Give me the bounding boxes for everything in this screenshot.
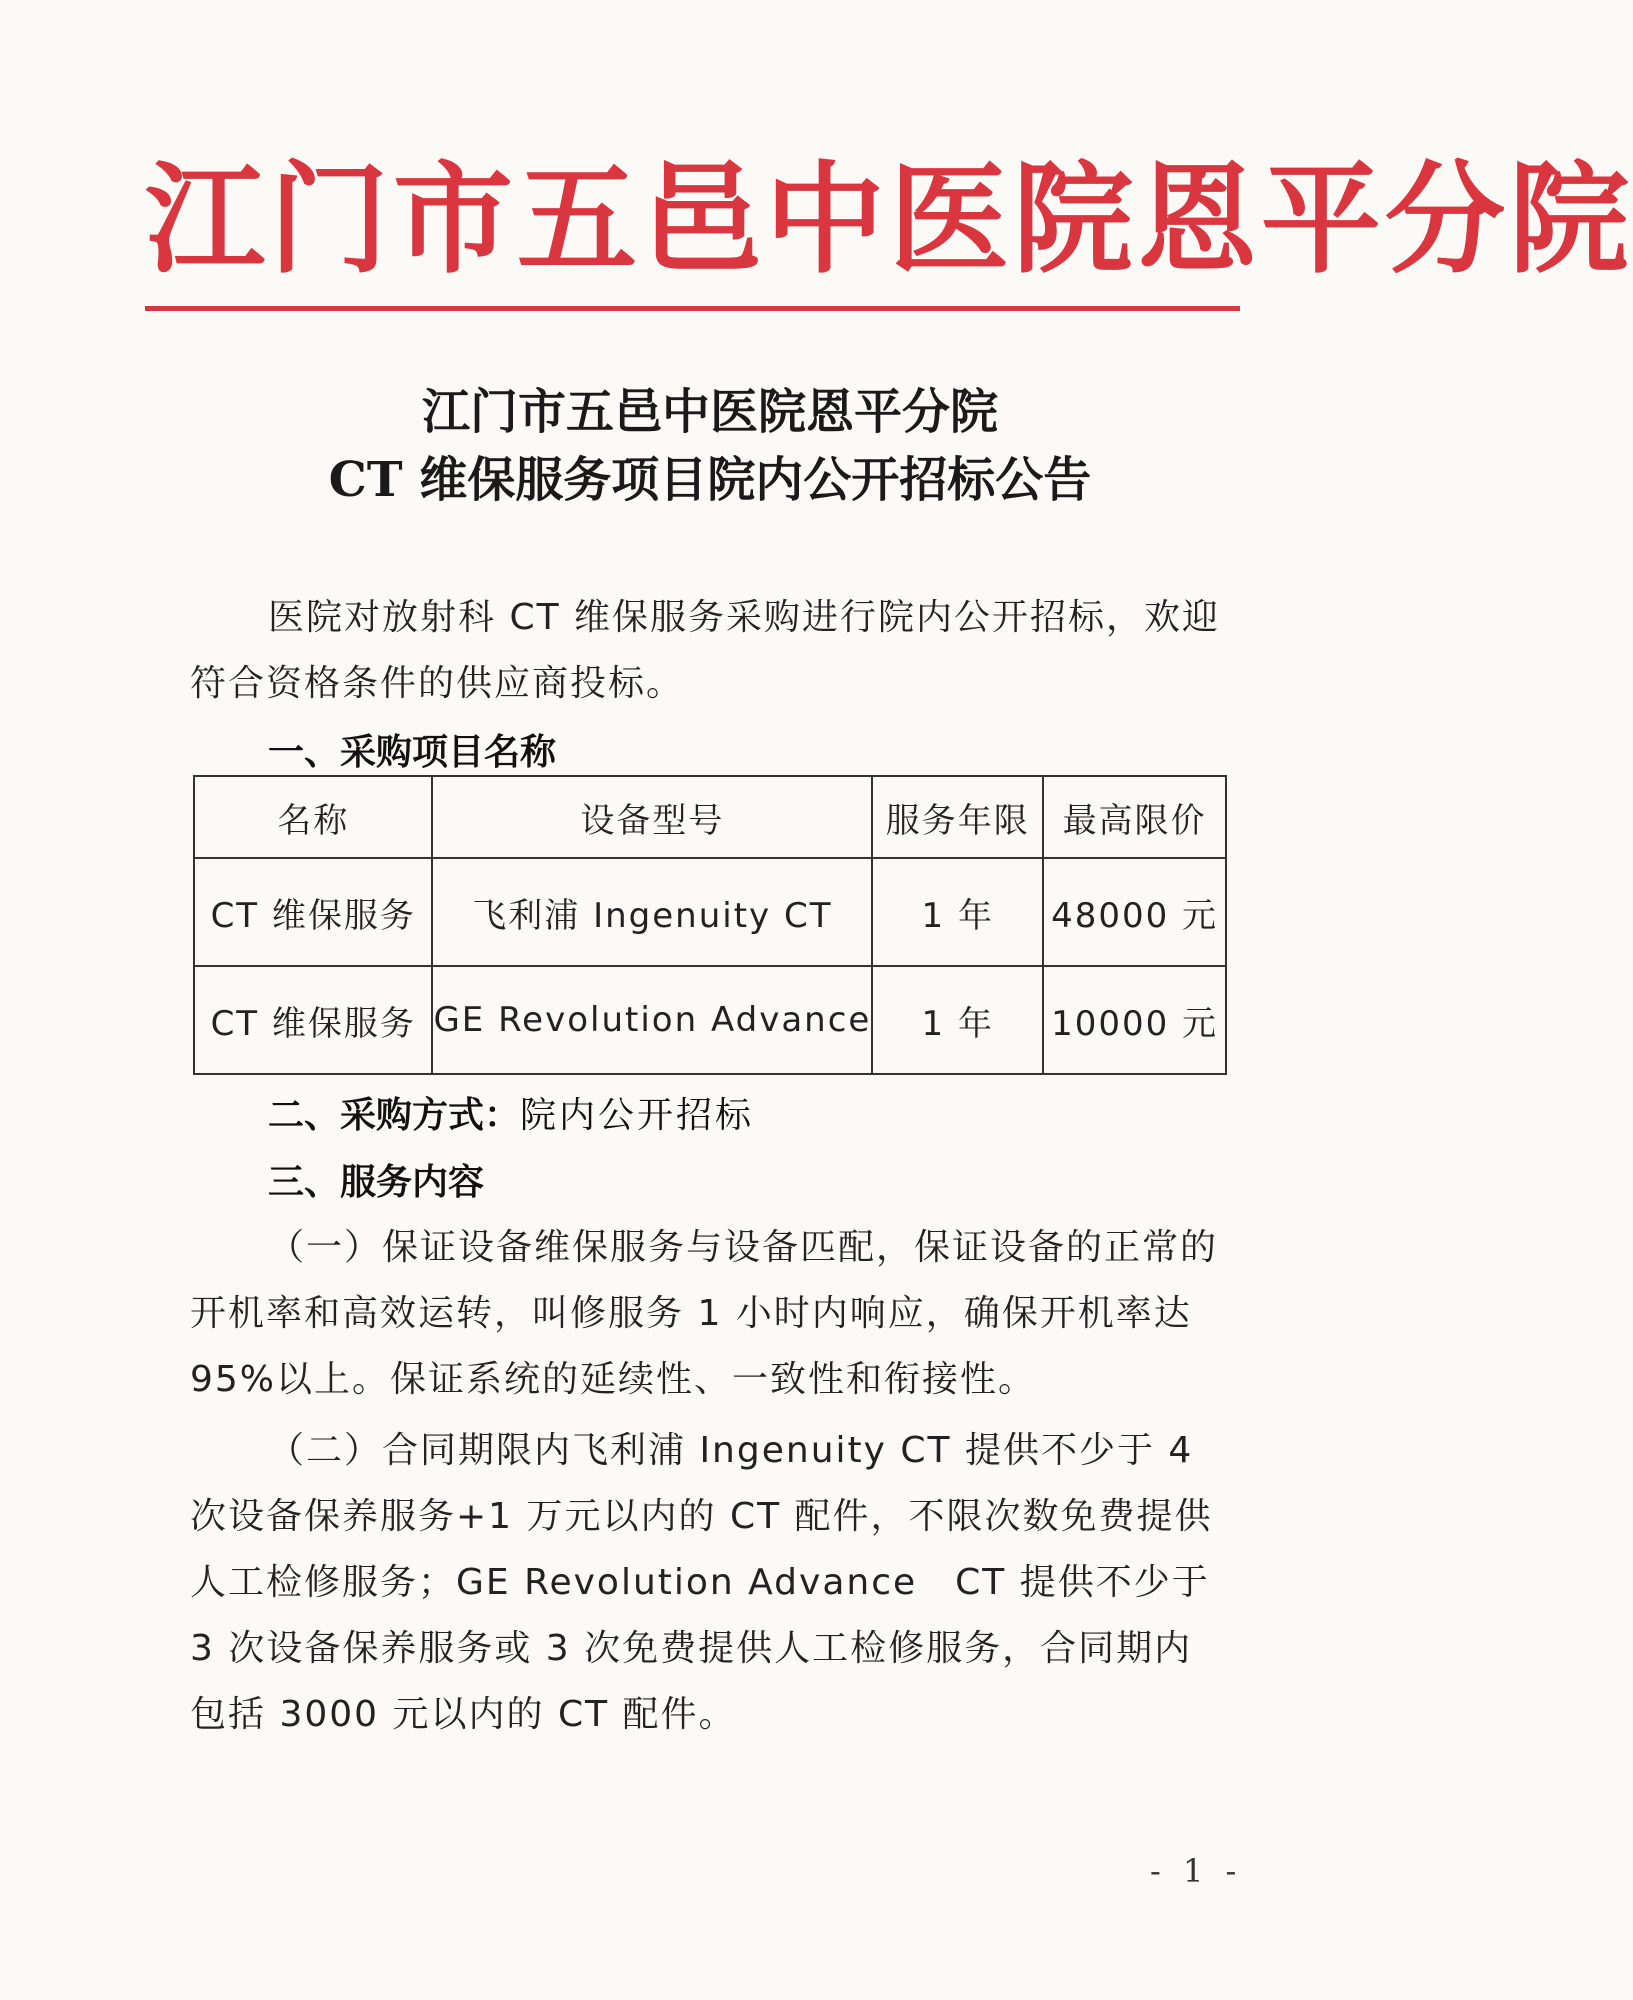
section2-line [268, 1088, 754, 1144]
table-header-cell: 服务年限 [872, 776, 1043, 858]
intro-paragraph: 医院对放射科 CT 维保服务采购进行院内公开招标，欢迎符合资格条件的供应商投标。 [190, 597, 1221, 704]
table-cell: 1 年 [872, 858, 1043, 966]
section3-paragraph1: （一）保证设备维保服务与设备匹配，保证设备的正常的开机率和高效运转，叫修服务 1 小时内响应，确保开机率达 95%以上。保证系统的延续性、一致性和衔接性。 [190, 1227, 1219, 1400]
section2-heading: 二、采购方式： [268, 1095, 521, 1136]
document-title-line2: CT 维保服务项目院内公开招标公告 [328, 452, 1092, 508]
section1-heading: 一、采购项目名称 [268, 732, 557, 773]
table-header-cell: 设备型号 [432, 776, 872, 858]
table-row [194, 966, 1226, 1074]
table-header-cell: 最高限价 [1043, 776, 1226, 858]
table-row [194, 858, 1226, 966]
table-cell: 飞利浦 Ingenuity CT [432, 858, 872, 966]
table-cell: GE Revolution Advance [432, 966, 872, 1074]
page-number: - 1 - [1150, 1852, 1243, 1890]
section2-value: 院内公开招标 [520, 1095, 755, 1136]
section3-heading: 三、服务内容 [268, 1162, 485, 1203]
table-cell: CT 维保服务 [194, 966, 432, 1074]
table-header-cell: 名称 [194, 776, 432, 858]
red-letterhead-rule [145, 306, 1240, 311]
table-cell: 10000 元 [1043, 966, 1226, 1074]
table-header-row [194, 776, 1226, 858]
table-cell: 1 年 [872, 966, 1043, 1074]
red-letterhead-title: 江门市五邑中医院恩平分院 [145, 149, 1633, 290]
table-cell: CT 维保服务 [194, 858, 432, 966]
section3-paragraph2: （二）合同期限内飞利浦 Ingenuity CT 提供不少于 4 次设备保养服务+1 万元以内的 CT 配件，不限次数免费提供人工检修服务；GE Revolution Advance CT 提供不少于 3 次设备保养服务或 3 次免费提供人工检修服务，合同期内包括 3000 元以内的 CT 配件。 [190, 1430, 1213, 1735]
procurement-table [193, 775, 1227, 1075]
document-title-line1: 江门市五邑中医院恩平分院 [421, 384, 998, 440]
table-cell: 48000 元 [1043, 858, 1226, 966]
